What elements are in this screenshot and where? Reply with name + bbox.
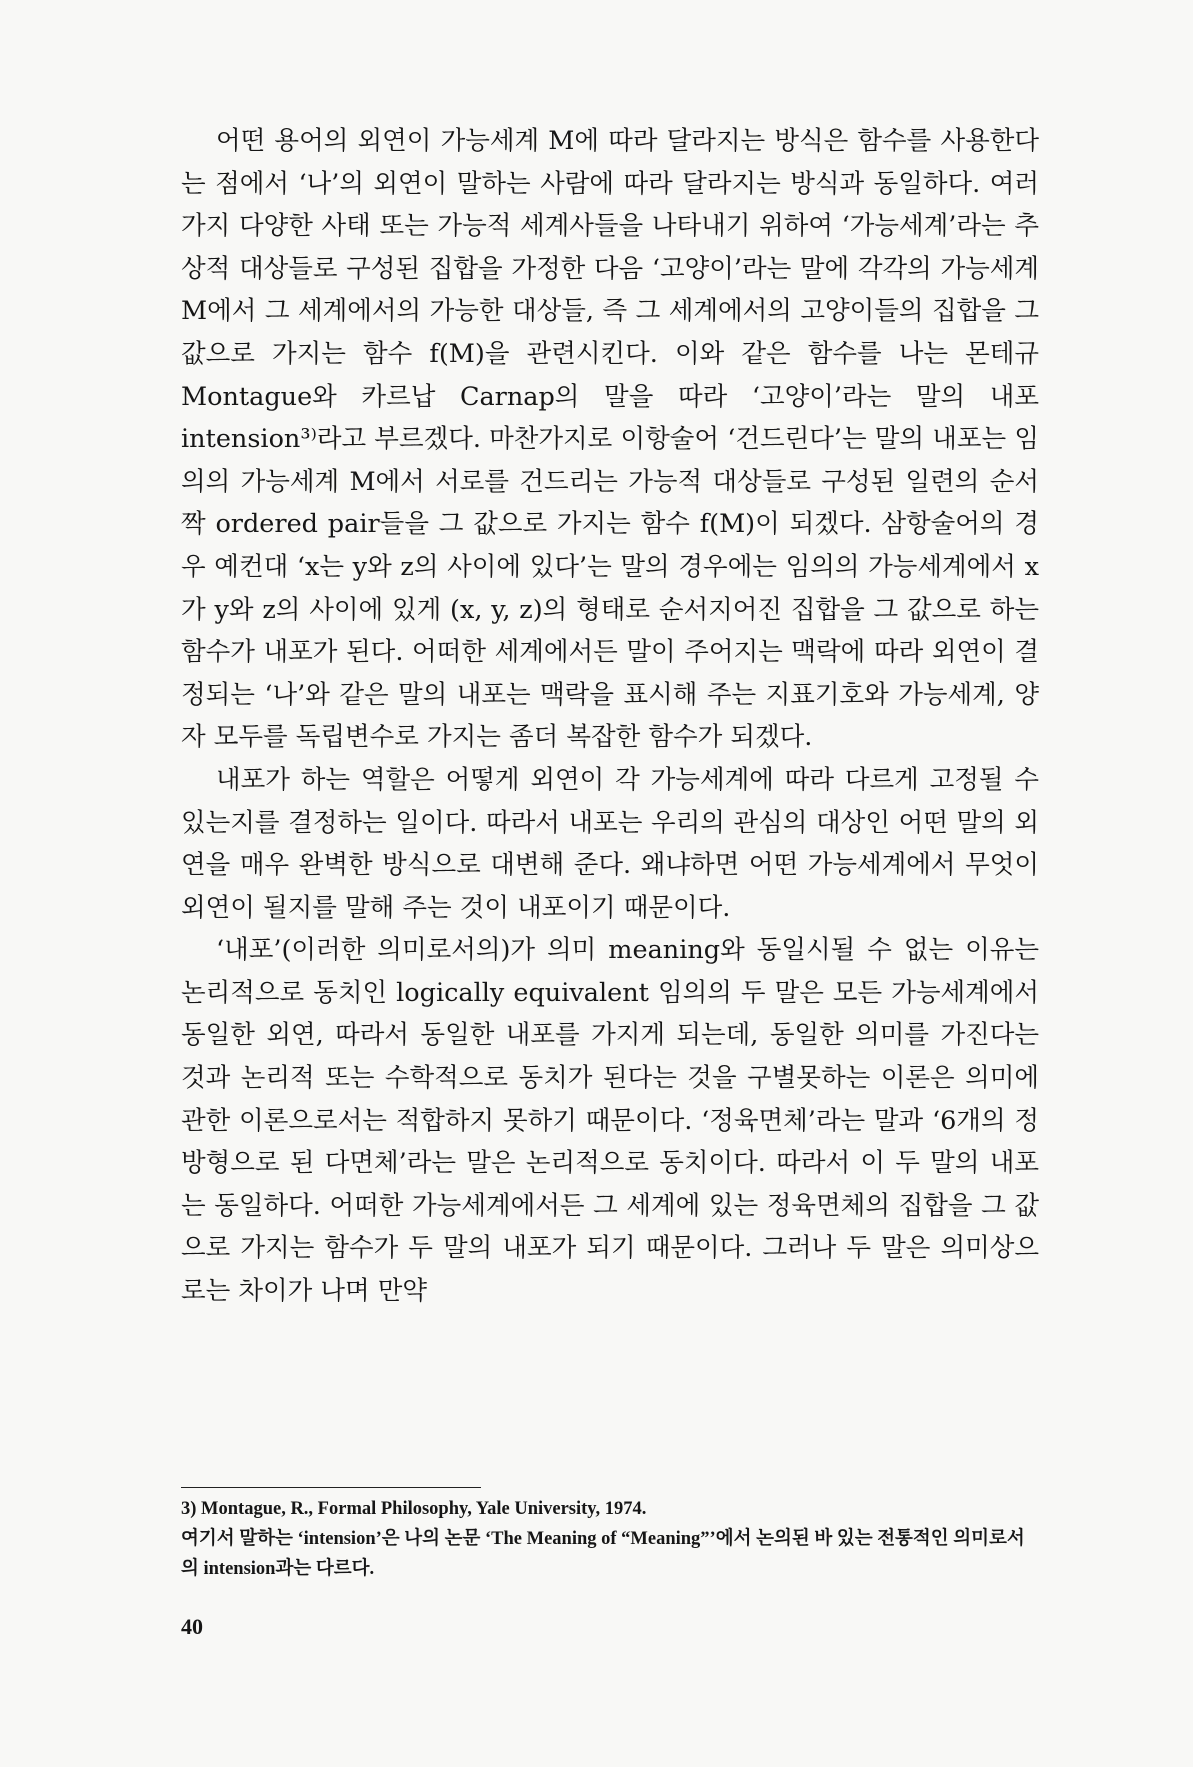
body-text xyxy=(181,120,1039,1313)
footnote: 3) Montague, R., Formal Philosophy, Yale University, 1974. xyxy=(181,1499,647,1519)
paragraph: ‘내포’(이러한 의미로서의)가 의미 meaning와 동일시될 수 없는 이유는 논리적으로 동치인 logically equivalent 임의의 두 말은 모든 가능세계에서 동일한 외연, 따라서 동일한 내포를 가지게 되는데, 동일한 의미를 가진다는 것과 논리적 또는 수학적으로 동치가 된다는 것을 구별못하는 이론은 의미에 관한 이론으로서는 적합하지 못하기 때문이다. ‘정육면체’라는 말과 ‘6개의 정방형으로 된 다면체’라는 말은 논리적으로 동치이다. 따라서 이 두 말의 내포는 동일하다. 어떠한 가능세계에서든 그 세계에 있는 정육면체의 집합을 그 값으로 가지는 함수가 두 말의 내포가 되기 때문이다. 그러나 두 말은 의미상으로는 차이가 나며 만약 xyxy=(181,935,1039,1307)
page-number: 40 xyxy=(181,1614,203,1639)
footnote-divider xyxy=(181,1487,481,1488)
footnote-note: 여기서 말하는 ‘intension’은 나의 논문 ‘The Meaning of “Meaning”’에서 논의된 바 있는 전통적인 의미로서의 intension과는 다르다. xyxy=(181,1529,1025,1579)
paragraph: 내포가 하는 역할은 어떻게 외연이 각 가능세계에 따라 다르게 고정될 수 있는지를 결정하는 일이다. 따라서 내포는 우리의 관심의 대상인 어떤 말의 외연을 매우 완벽한 방식으로 대변해 준다. 왜냐하면 어떤 가능세계에서 무엇이 외연이 될지를 말해 주는 것이 내포이기 때문이다. xyxy=(181,764,1039,923)
footnotes xyxy=(181,1494,1039,1584)
paragraph: 어떤 용어의 외연이 가능세계 M에 따라 달라지는 방식은 함수를 사용한다는 점에서 ‘나’의 외연이 말하는 사람에 따라 달라지는 방식과 동일하다. 여러가지 다양한 사태 또는 가능적 세계사들을 나타내기 위하여 ‘가능세계’라는 추상적 대상들로 구성된 집합을 가정한 다음 ‘고양이’라는 말에 각각의 가능세계 M에서 그 세계에서의 가능한 대상들, 즉 그 세계에서의 고양이들의 집합을 그 값으로 가지는 함수 f(M)을 관련시킨다. 이와 같은 함수를 나는 몬테규 Montague와 카르납 Carnap의 말을 따라 ‘고양이’라는 말의 내포 intension³⁾라고 부르겠다. 마찬가지로 이항술어 ‘건드린다’는 말의 내포는 임의의 가능세계 M에서 서로를 건드리는 가능적 대상들로 구성된 일련의 순서짝 ordered pair들을 그 값으로 가지는 함수 f(M)이 되겠다. 삼항술어의 경우 예컨대 ‘x는 y와 z의 사이에 있다’는 말의 경우에는 임의의 가능세계에서 x가 y와 z의 사이에 있게 (x, y, z)의 형태로 순서지어진 집합을 그 값으로 하는 함수가 내포가 된다. 어떠한 세계에서든 말이 주어지는 맥락에 따라 외연이 결정되는 ‘나’와 같은 말의 내포는 맥락을 표시해 주는 지표기호와 가능세계, 양자 모두를 독립변수로 가지는 좀더 복잡한 함수가 되겠다. xyxy=(181,126,1039,753)
